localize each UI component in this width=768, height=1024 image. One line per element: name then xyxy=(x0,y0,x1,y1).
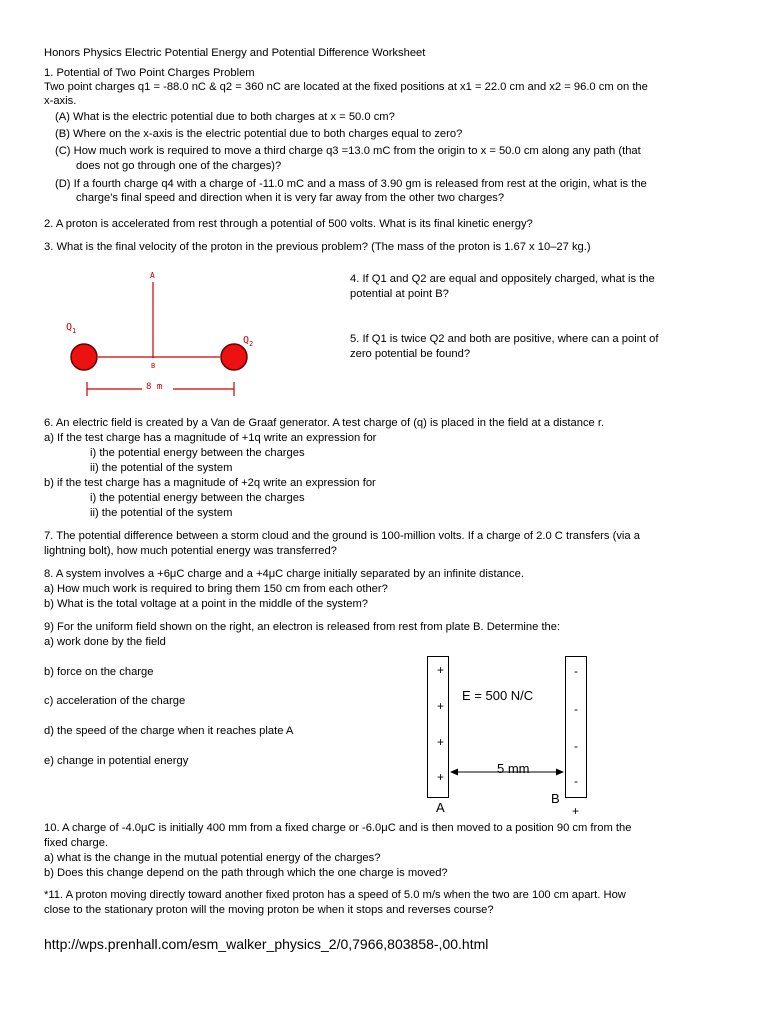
distance-8m-label: 8 m xyxy=(146,382,163,392)
plate-a-plus-3: + xyxy=(437,735,445,749)
q1-part-b: (B) Where on the x-axis is the electric potential due to both charges equal to zero? xyxy=(55,128,463,140)
plate-a-plus-4: + xyxy=(437,770,445,784)
plate-b-bottom-plus: + xyxy=(572,804,580,818)
q10-part-b: b) Does this change depend on the path through which the one charge is moved? xyxy=(44,867,448,879)
q10-line1: 10. A charge of -4.0μC is initially 400 mm from a fixed charge or -6.0μC and is then moved to a position 90 cm from the xyxy=(44,822,632,834)
q9-part-d: d) the speed of the charge when it reaches plate A xyxy=(44,725,294,737)
q7-line2: lightning bolt), how much potential energy was transferred? xyxy=(44,545,337,557)
source-url: http://wps.prenhall.com/esm_walker_physics_2/0,7966,803858-,00.html xyxy=(44,936,489,952)
q10-part-a: a) what is the change in the mutual potential energy of the charges? xyxy=(44,852,381,864)
q11-line1: *11. A proton moving directly toward another fixed proton has a speed of 5.0 m/s when the two are 100 cm apart. How xyxy=(44,889,626,901)
q5-line2: zero potential be found? xyxy=(350,348,471,360)
q8-line1: 8. A system involves a +6μC charge and a +4μC charge initially separated by an infinite distance. xyxy=(44,568,524,580)
point-a-label: A xyxy=(150,271,155,280)
q6-part-a: a) If the test charge has a magnitude of +1q write an expression for xyxy=(44,432,377,444)
q1-part-c-line1: (C) How much work is required to move a third charge q3 =13.0 mC from the origin to x = 50.0 cm along any path (that xyxy=(55,145,641,157)
q6-part-b: b) if the test charge has a magnitude of +2q write an expression for xyxy=(44,477,376,489)
plate-b-minus-3: - xyxy=(574,739,578,753)
q9-line1: 9) For the uniform field shown on the right, an electron is released from rest from plate B. Determine the: xyxy=(44,621,561,633)
plate-a-label: A xyxy=(436,800,445,815)
q9-part-a: a) work done by the field xyxy=(44,636,166,648)
field-strength-label: E = 500 N/C xyxy=(462,688,534,703)
q9-part-e: e) change in potential energy xyxy=(44,755,189,767)
q6-part-b-ii: ii) the potential of the system xyxy=(90,507,233,519)
q9-part-c: c) acceleration of the charge xyxy=(44,695,186,707)
plate-distance-label: 5 mm xyxy=(497,761,530,776)
q1-part-a: (A) What is the electric potential due to both charges at x = 50.0 cm? xyxy=(55,111,395,123)
q10-line2: fixed charge. xyxy=(44,837,109,849)
q4-line1: 4. If Q1 and Q2 are equal and oppositely charged, what is the xyxy=(350,273,655,285)
two-charges-figure xyxy=(60,268,270,398)
q1-part-d-line1: (D) If a fourth charge q4 with a charge of -11.0 mC and a mass of 3.90 gm is released from rest at the origin, what is the xyxy=(55,178,647,190)
q11-line2: close to the stationary proton will the moving proton be when it stops and reverses course? xyxy=(44,904,494,916)
plate-b-minus-2: - xyxy=(574,702,578,716)
q6-line1: 6. An electric field is created by a Van de Graaf generator. A test charge of (q) is placed in the field at a distance r. xyxy=(44,417,605,429)
q3-text: 3. What is the final velocity of the proton in the previous problem? (The mass of the proton is 1.67 x 10–27 kg.) xyxy=(44,241,591,253)
plate-a-plus-1: + xyxy=(437,663,445,677)
q2-label: $Q_2$ xyxy=(243,335,254,348)
plate-b-label: B xyxy=(551,791,560,806)
q1-intro-line1: Two point charges q1 = -88.0 nC & q2 = 360 nC are located at the fixed positions at x1 = 22.0 cm and x2 = 96.0 cm on the xyxy=(44,81,648,93)
q8-part-a: a) How much work is required to bring them 150 cm from each other? xyxy=(44,583,388,595)
point-b-label: B xyxy=(151,362,156,370)
q5-line1: 5. If Q1 is twice Q2 and both are positive, where can a point of xyxy=(350,333,659,345)
q2-text: 2. A proton is accelerated from rest through a potential of 500 volts. What is its final kinetic energy? xyxy=(44,218,533,230)
q4-line2: potential at point B? xyxy=(350,288,449,300)
parallel-plates-figure xyxy=(420,650,600,800)
q1-label: $Q_1$ xyxy=(66,322,77,335)
q9-part-b: b) force on the charge xyxy=(44,666,154,678)
charge-q1 xyxy=(71,344,97,370)
q1-intro-line2: x-axis. xyxy=(44,95,77,107)
arrow-head-right xyxy=(556,769,564,776)
plate-b-minus-1: - xyxy=(574,664,578,678)
q6-part-a-ii: ii) the potential of the system xyxy=(90,462,233,474)
q8-part-b: b) What is the total voltage at a point in the middle of the system? xyxy=(44,598,368,610)
worksheet-title: Honors Physics Electric Potential Energy and Potential Difference Worksheet xyxy=(44,47,426,59)
q6-part-b-i: i) the potential energy between the charges xyxy=(90,492,305,504)
q1-part-c-line2: does not go through one of the charges)? xyxy=(76,160,282,172)
q1-heading: 1. Potential of Two Point Charges Problem xyxy=(44,67,255,79)
q6-part-a-i: i) the potential energy between the charges xyxy=(90,447,305,459)
q1-part-d-line2: charge's final speed and direction when it is very far away from the other two charges? xyxy=(76,192,505,204)
plate-b-minus-4: - xyxy=(574,774,578,788)
arrow-head-left xyxy=(450,769,458,776)
plate-a-plus-2: + xyxy=(437,699,445,713)
q7-line1: 7. The potential difference between a storm cloud and the ground is 100-million volts. If a charge of 2.0 C transfers (via a xyxy=(44,530,640,542)
